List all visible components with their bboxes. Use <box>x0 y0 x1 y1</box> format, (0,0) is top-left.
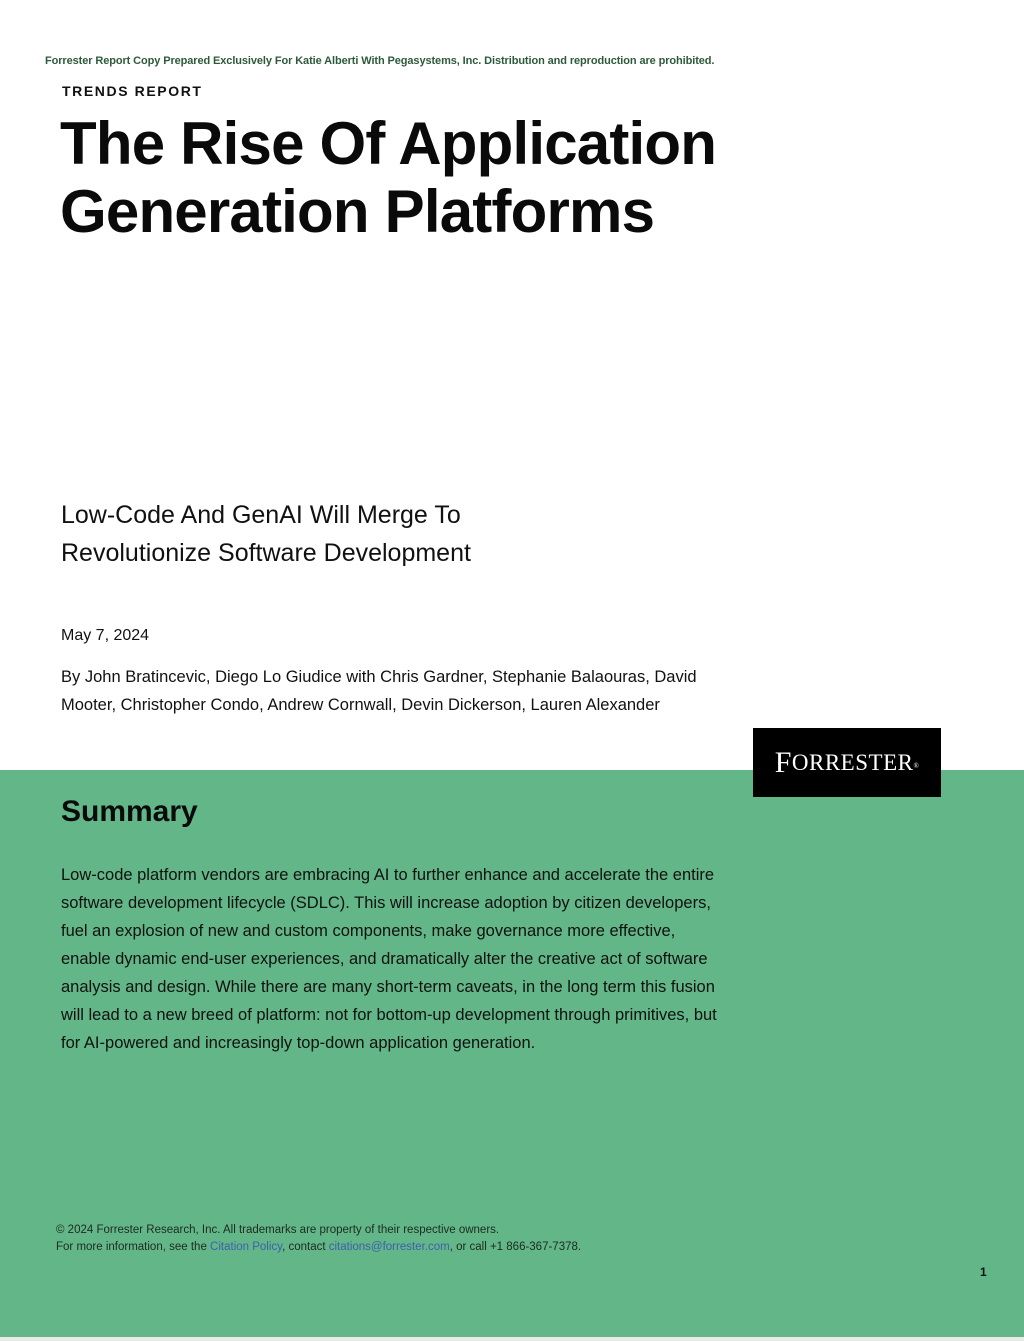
call-text: , or call +1 866-367-7378. <box>449 1241 582 1253</box>
author-list: By John Bratincevic, Diego Lo Giudice with Chris Gardner, Stephanie Balaouras, David Mooter, Christopher Condo, Andrew Cornwall, Devin Dickerson, Lauren Alexander <box>61 668 697 714</box>
citation-policy-link[interactable]: Citation Policy <box>210 1241 283 1253</box>
publication-date: May 7, 2024 <box>61 627 150 644</box>
forrester-logo <box>753 728 941 797</box>
more-info-line <box>56 1239 756 1256</box>
page-number: 1 <box>980 1265 987 1279</box>
registered-mark-icon: ® <box>913 761 920 770</box>
report-subtitle: Low-Code And GenAI Will Merge To Revolutionize Software Development <box>61 501 471 567</box>
summary-body: Low-code platform vendors are embracing AI to further enhance and accelerate the entire software development lifecycle (SDLC). This will increase adoption by citizen developers, fuel an explosion of new and custom components, make governance more effective, enable dynamic end-user experiences, and dramatically alter the creative act of software analysis and design. While there are many short-term caveats, in the long term this fusion will lead to a new breed of platform: not for bottom-up development through primitives, but for AI-powered and increasingly top-down application generation. <box>61 866 717 1052</box>
distribution-watermark: Forrester Report Copy Prepared Exclusively For Katie Alberti With Pegasystems, Inc. Distribution and reproduction are prohibited. <box>45 55 715 67</box>
copyright-notice: © 2024 Forrester Research, Inc. All trademarks are property of their respective owners. <box>56 1224 500 1236</box>
logo-initial: F <box>774 745 792 779</box>
footer <box>56 1222 756 1256</box>
report-type-label: TRENDS REPORT <box>62 83 203 99</box>
page-bottom-edge <box>0 1337 1024 1341</box>
summary-heading: Summary <box>61 795 198 828</box>
citations-email-link[interactable]: citations@forrester.com <box>328 1241 450 1253</box>
logo-wordmark: ORRESTER <box>791 749 914 775</box>
report-title: The Rise Of Application Generation Platforms <box>60 110 717 245</box>
contact-text: , contact <box>282 1241 329 1253</box>
more-info-prefix: For more information, see the <box>56 1241 211 1253</box>
